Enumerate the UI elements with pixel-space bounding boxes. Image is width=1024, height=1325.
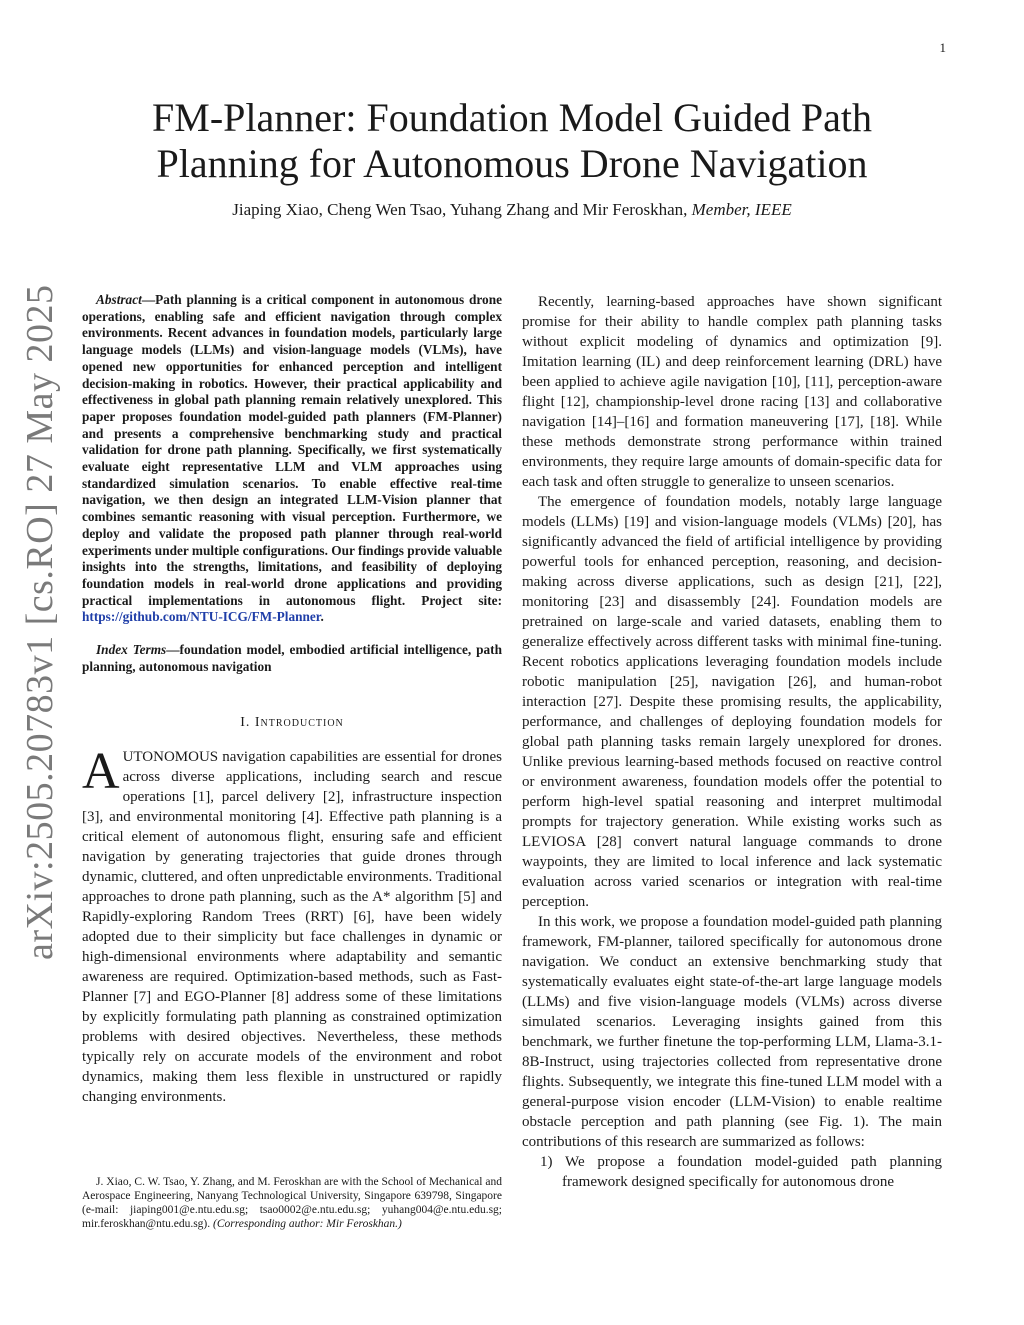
abstract [82,292,502,626]
paragraph: In this work, we propose a foundation model-guided path planning framework, FM-planner, tailored specifically for autonomous drone navigation. We conduct an extensive benchmarking study that systematically evaluates eight state-of-the-art large language models (LLMs) and five vision-language models (VLMs) across diverse simulated scenarios. Leveraging insights gained from this benchmark, we further finetune the top-performing LLM, Llama-3.1-8B-Instruct, using trajectories collected from representative drone flights. Subsequently, we integrate this fine-tuned LLM model with a general-purpose vision encoder (LLM-Vision) to enable realtime obstacle perception and path planning (see Fig. 1). The main contributions of this research are summarized as follows: [522,914,942,1150]
intro-paragraph-text: UTONOMOUS navigation capabilities are essential for drones across diverse applications, including search and rescue operations [1], parcel delivery [2], infrastructure inspection [3], and environmental monitoring [4]. Effective path planning is a critical element of autonomous flight, ensuring safe and efficient navigation by generating trajectories that guide drones through dynamic, cluttered, and often unpredictable environments. Traditional approaches to drone path planning, such as the A* algorithm [5] and Rapidly-exploring Random Trees (RRT) [6], have been widely adopted due to their simplicity but face challenges in dynamic or high-dimensional environments where adaptability and semantic awareness are required. Optimization-based methods, such as Fast-Planner [7] and EGO-Planner [8] address some of these limitations by explicitly formulating path planning as constrained optimization problems with desired objectives. Nevertheless, these methods typically rely on accurate models of the environment and robot dynamics, making them less flexible in unstructured or rapidly changing environments. [82,749,502,1106]
index-terms [82,642,502,675]
arxiv-stamp: arXiv:2505.20783v1 [cs.RO] 27 May 2025 [19,284,61,960]
project-site-link[interactable]: https://github.com/NTU-ICG/FM-Planner [82,609,321,625]
left-column [82,292,502,1107]
author-role: Member, IEEE [691,200,792,219]
right-column [522,292,942,1192]
author-footnote [82,1175,502,1231]
section-heading-introduction: I. Introduction [240,715,344,731]
author-list [100,200,924,220]
paragraph: The emergence of foundation models, notably large language models (LLMs) [19] and vision-language models (VLMs) [20], has significantly advanced the field of artificial intelligence by providing powerful tools for enhanced perception, reasoning, and decision-making across diverse applications, such as design [21], [22], monitoring [23] and disassembly [24]. Foundation models are pretrained on large-scale and varied datasets, enabling them to generalize effectively across different tasks with minimal fine-tuning. Recent robotics applications leveraging foundation models include robotic manipulation [25], navigation [26], and human-robot interaction [27]. Despite these promising results, the applicability, performance, and challenges of deploying foundation models for global path planning tasks remain largely unexplored for drones. Unlike previous learning-based methods focused on reactive control or environment awareness, foundation models offer the potential to perform high-level spatial reasoning and interpret multimodal prompts for trajectory generation. While existing works such as LEVIOSA [28] convert natural language commands to drone waypoints, they are limited to local inference and lack systematic evaluation across varied scenarios or integration with real-time perception. [522,494,942,910]
page-number: 1 [939,40,946,55]
abstract-text: —Path planning is a critical component in autonomous drone operations, enabling safe and efficient navigation through complex environments. Recent advances in foundation models, particularly large language models (LLMs) and vision-language models (VLMs), have opened new opportunities for enhanced perception and intelligent decision-making in robotics. However, their practical applicability and effectiveness in global path planning remain relatively unexplored. This paper proposes foundation model-guided path planners (FM-Planner) and presents a comprehensive benchmarking study and practical validation for drone path planning. Specifically, we first systematically evaluate eight representative LLM and VLM approaches using standardized simulation scenarios. To enable effective real-time navigation, we then design an integrated LLM-Vision planner that combines semantic reasoning with visual perception. Furthermore, we deploy and validate the proposed path planner through real-world experiments under multiple configurations. Our findings provide valuable insights into the strengths, limitations, and feasibility of deploying foundation models in real-world drone applications and providing practical implementations in autonomous flight. Project site: [82,292,502,608]
abstract-label: Abstract [96,292,142,307]
index-terms-label: Index Terms [96,642,167,658]
author-names: Jiaping Xiao, Cheng Wen Tsao, Yuhang Zhang and Mir Feroskhan, [232,200,688,219]
footnote-text: J. Xiao, C. W. Tsao, Y. Zhang, and M. Feroskhan are with the School of Mechanical and Aerospace Engineering, Nanyang Technological University, Singapore 639798, Singapore (e-mail: jiaping001@e.ntu.edu.sg; tsao0002@e.ntu.edu.sg; yuhang004@e.ntu.edu.sg; mir.feroskhan@ntu.edu.sg). [82,1176,502,1230]
paper-title: FM-Planner: Foundation Model Guided Path Planning for Autonomous Drone Navigation [152,95,872,186]
dropcap: A [82,743,120,801]
index-terms-text: —foundation model, embodied artificial intelligence, path planning, autonomous navigation [82,642,502,674]
abstract-period: . [320,609,324,625]
intro-paragraph [82,743,502,1107]
paragraph: Recently, learning-based approaches have shown significant promise for their ability to handle complex path planning tasks without explicit modeling of dynamics and optimization [9]. Imitation learning (IL) and deep reinforcement learning (DRL) have been applied to achieve agile navigation [10], [11], perception-aware flight [12], championship-level drone racing [13] and collaborative navigation [14]–[16] and formation maneuvering [17], [18]. While these methods demonstrate strong performance within trained environments, they require large amounts of domain-specific data for each task and often struggle to generalize to unseen scenarios. [522,294,942,490]
contribution-list-item: 1) We propose a foundation model-guided path planning framework designed specifically for autonomous drone [540,1154,942,1190]
corresponding-author: (Corresponding author: Mir Feroskhan.) [213,1218,402,1230]
